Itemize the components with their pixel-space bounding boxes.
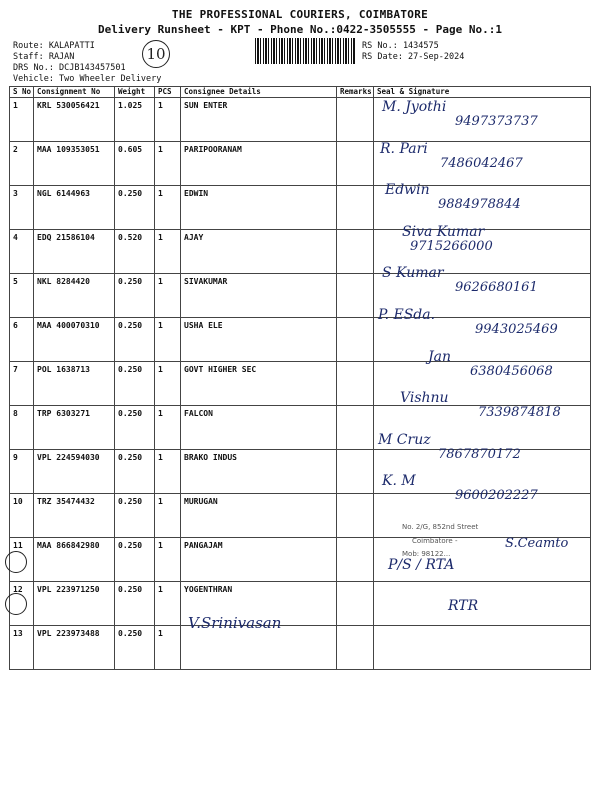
cell-consignment: POL 1638713 xyxy=(34,362,115,406)
cell-remarks xyxy=(337,626,374,670)
col-consignee: Consignee Details xyxy=(181,87,337,98)
table-row xyxy=(10,230,591,274)
cell-remarks xyxy=(337,98,374,142)
cell-pcs: 1 xyxy=(155,450,181,494)
cell-weight: 0.250 xyxy=(115,406,155,450)
row-12-circle xyxy=(5,551,27,573)
cell-pcs: 1 xyxy=(155,582,181,626)
cell-pcs: 1 xyxy=(155,318,181,362)
cell-remarks xyxy=(337,538,374,582)
signature-name: Jan xyxy=(428,348,451,365)
cell-remarks xyxy=(337,494,374,538)
cell-pcs: 1 xyxy=(155,274,181,318)
cell-consignment: KRL 530056421 xyxy=(34,98,115,142)
signature-phone: 7339874818 xyxy=(478,405,561,421)
cell-remarks xyxy=(337,230,374,274)
table-row xyxy=(10,582,591,626)
rs-number: RS No.: 1434575 xyxy=(362,41,439,51)
cell-sno: 6 xyxy=(10,318,34,362)
cell-sno: 4 xyxy=(10,230,34,274)
staff-label: Staff: RAJAN xyxy=(13,52,75,62)
runsheet-subtitle: Delivery Runsheet - KPT - Phone No.:0422-3505555 - Page No.:1 xyxy=(98,23,502,36)
col-weight: Weight xyxy=(115,87,155,98)
cell-sno: 9 xyxy=(10,450,34,494)
cell-consignment: MAA 109353051 xyxy=(34,142,115,186)
cell-sno: 8 xyxy=(10,406,34,450)
cell-consignment: TRP 6303271 xyxy=(34,406,115,450)
cell-sno: 1 xyxy=(10,98,34,142)
signature-name: P/S / RTA xyxy=(388,556,455,573)
cell-consignee: GOVT HIGHER SEC xyxy=(181,362,337,406)
cell-consignment: EDQ 21586104 xyxy=(34,230,115,274)
cell-weight: 0.520 xyxy=(115,230,155,274)
cell-consignment: MAA 866842980 xyxy=(34,538,115,582)
cell-weight: 0.250 xyxy=(115,362,155,406)
signature-phone: 9884978844 xyxy=(438,197,521,213)
cell-consignee: PANGAJAM xyxy=(181,538,337,582)
cell-pcs: 1 xyxy=(155,230,181,274)
cell-weight: 0.250 xyxy=(115,538,155,582)
signature-name: M Cruz xyxy=(378,431,431,448)
signature-name: K. M xyxy=(382,473,416,490)
row13-consignee-signature: V.Srinivasan xyxy=(188,614,282,632)
table-row xyxy=(10,626,591,670)
cell-consignee: USHA ELE xyxy=(181,318,337,362)
cell-sno: 5 xyxy=(10,274,34,318)
cell-remarks xyxy=(337,362,374,406)
cell-sno: 2 xyxy=(10,142,34,186)
cell-remarks xyxy=(337,274,374,318)
cell-remarks xyxy=(337,186,374,230)
table-header-row xyxy=(10,87,591,98)
stamp-line-1: No. 2/G, 852nd Street xyxy=(402,523,479,531)
signature-name: RTR xyxy=(448,598,479,615)
cell-weight: 0.605 xyxy=(115,142,155,186)
signature-name: P. ESda. xyxy=(378,307,436,323)
cell-consignment: TRZ 35474432 xyxy=(34,494,115,538)
cell-consignment: VPL 224594030 xyxy=(34,450,115,494)
cell-consignee: BRAKO INDUS xyxy=(181,450,337,494)
cell-consignment: VPL 223971250 xyxy=(34,582,115,626)
signature-phone: 9715266000 xyxy=(410,238,493,254)
col-pcs: PCS xyxy=(155,87,181,98)
cell-remarks xyxy=(337,450,374,494)
cell-pcs: 1 xyxy=(155,142,181,186)
cell-weight: 0.250 xyxy=(115,494,155,538)
stamp-line-2: Coimbatore - xyxy=(412,537,458,545)
signature-name: Vishnu xyxy=(400,390,449,407)
cell-weight: 1.025 xyxy=(115,98,155,142)
signature-name: Siva Kumar xyxy=(402,223,485,240)
cell-consignment: VPL 223973488 xyxy=(34,626,115,670)
col-consignment: Consignment No xyxy=(34,87,115,98)
cell-weight: 0.250 xyxy=(115,186,155,230)
signature-phone: 9943025469 xyxy=(475,322,558,337)
cell-consignee: SIVAKUMAR xyxy=(181,274,337,318)
cell-pcs: 1 xyxy=(155,538,181,582)
cell-consignee: SUN ENTER xyxy=(181,98,337,142)
cell-consignment: NGL 6144963 xyxy=(34,186,115,230)
stamp-line-3: Mob: 98122... xyxy=(402,550,451,558)
signature-name: M. Jyothi xyxy=(382,99,447,115)
cell-consignee: PARIPOORANAM xyxy=(181,142,337,186)
route-label: Route: KALAPATTI xyxy=(13,41,95,51)
cell-consignee xyxy=(181,626,337,670)
cell-pcs: 1 xyxy=(155,406,181,450)
cell-consignee: AJAY xyxy=(181,230,337,274)
vehicle-label: Vehicle: Two Wheeler Delivery xyxy=(13,74,162,84)
cell-consignee: FALCON xyxy=(181,406,337,450)
col-sno: S No xyxy=(10,87,34,98)
cell-signature xyxy=(374,626,591,670)
barcode xyxy=(255,38,355,64)
row-13-circle xyxy=(5,593,27,615)
cell-pcs: 1 xyxy=(155,494,181,538)
cell-signature xyxy=(374,582,591,626)
cell-weight: 0.250 xyxy=(115,274,155,318)
table-row xyxy=(10,538,591,582)
cell-sno: 11 xyxy=(10,538,34,582)
cell-remarks xyxy=(337,318,374,362)
cell-pcs: 1 xyxy=(155,98,181,142)
signature-name: Edwin xyxy=(385,182,430,199)
col-remarks: Remarks xyxy=(337,87,374,98)
cell-weight: 0.250 xyxy=(115,626,155,670)
cell-sno: 12 xyxy=(10,582,34,626)
cell-consignment: NKL 8284420 xyxy=(34,274,115,318)
cell-pcs: 1 xyxy=(155,362,181,406)
signature-phone: 9497373737 xyxy=(455,114,538,129)
cell-pcs: 1 xyxy=(155,626,181,670)
cell-sno: 13 xyxy=(10,626,34,670)
signature-phone: 9600202227 xyxy=(455,488,538,504)
rs-date: RS Date: 27-Sep-2024 xyxy=(362,52,465,62)
cell-weight: 0.250 xyxy=(115,450,155,494)
signature-phone: 9626680161 xyxy=(455,280,538,296)
company-title: THE PROFESSIONAL COURIERS, COIMBATORE xyxy=(171,8,429,21)
signature-phone: 7486042467 xyxy=(440,155,523,171)
signature-name: R. Pari xyxy=(380,140,428,157)
signature-phone: 6380456068 xyxy=(470,363,553,379)
cell-consignee: EDWIN xyxy=(181,186,337,230)
signature-phone: 7867870172 xyxy=(438,446,521,462)
cell-weight: 0.250 xyxy=(115,582,155,626)
cell-consignee: MURUGAN xyxy=(181,494,337,538)
cell-weight: 0.250 xyxy=(115,318,155,362)
cell-pcs: 1 xyxy=(155,186,181,230)
handwritten-count-circle: 10 xyxy=(142,40,170,68)
col-signature: Seal & Signature xyxy=(374,87,591,98)
drs-number: DRS No.: DCJB143457501 xyxy=(13,63,126,73)
cell-sno: 10 xyxy=(10,494,34,538)
cell-remarks xyxy=(337,406,374,450)
cell-sno: 3 xyxy=(10,186,34,230)
cell-consignee: YOGENTHRAN xyxy=(181,582,337,626)
cell-consignment: MAA 400070310 xyxy=(34,318,115,362)
signature-name: S Kumar xyxy=(382,265,444,282)
cell-remarks xyxy=(337,142,374,186)
cell-remarks xyxy=(337,582,374,626)
cell-sno: 7 xyxy=(10,362,34,406)
stamp-signature: S.Ceamto xyxy=(505,536,569,551)
